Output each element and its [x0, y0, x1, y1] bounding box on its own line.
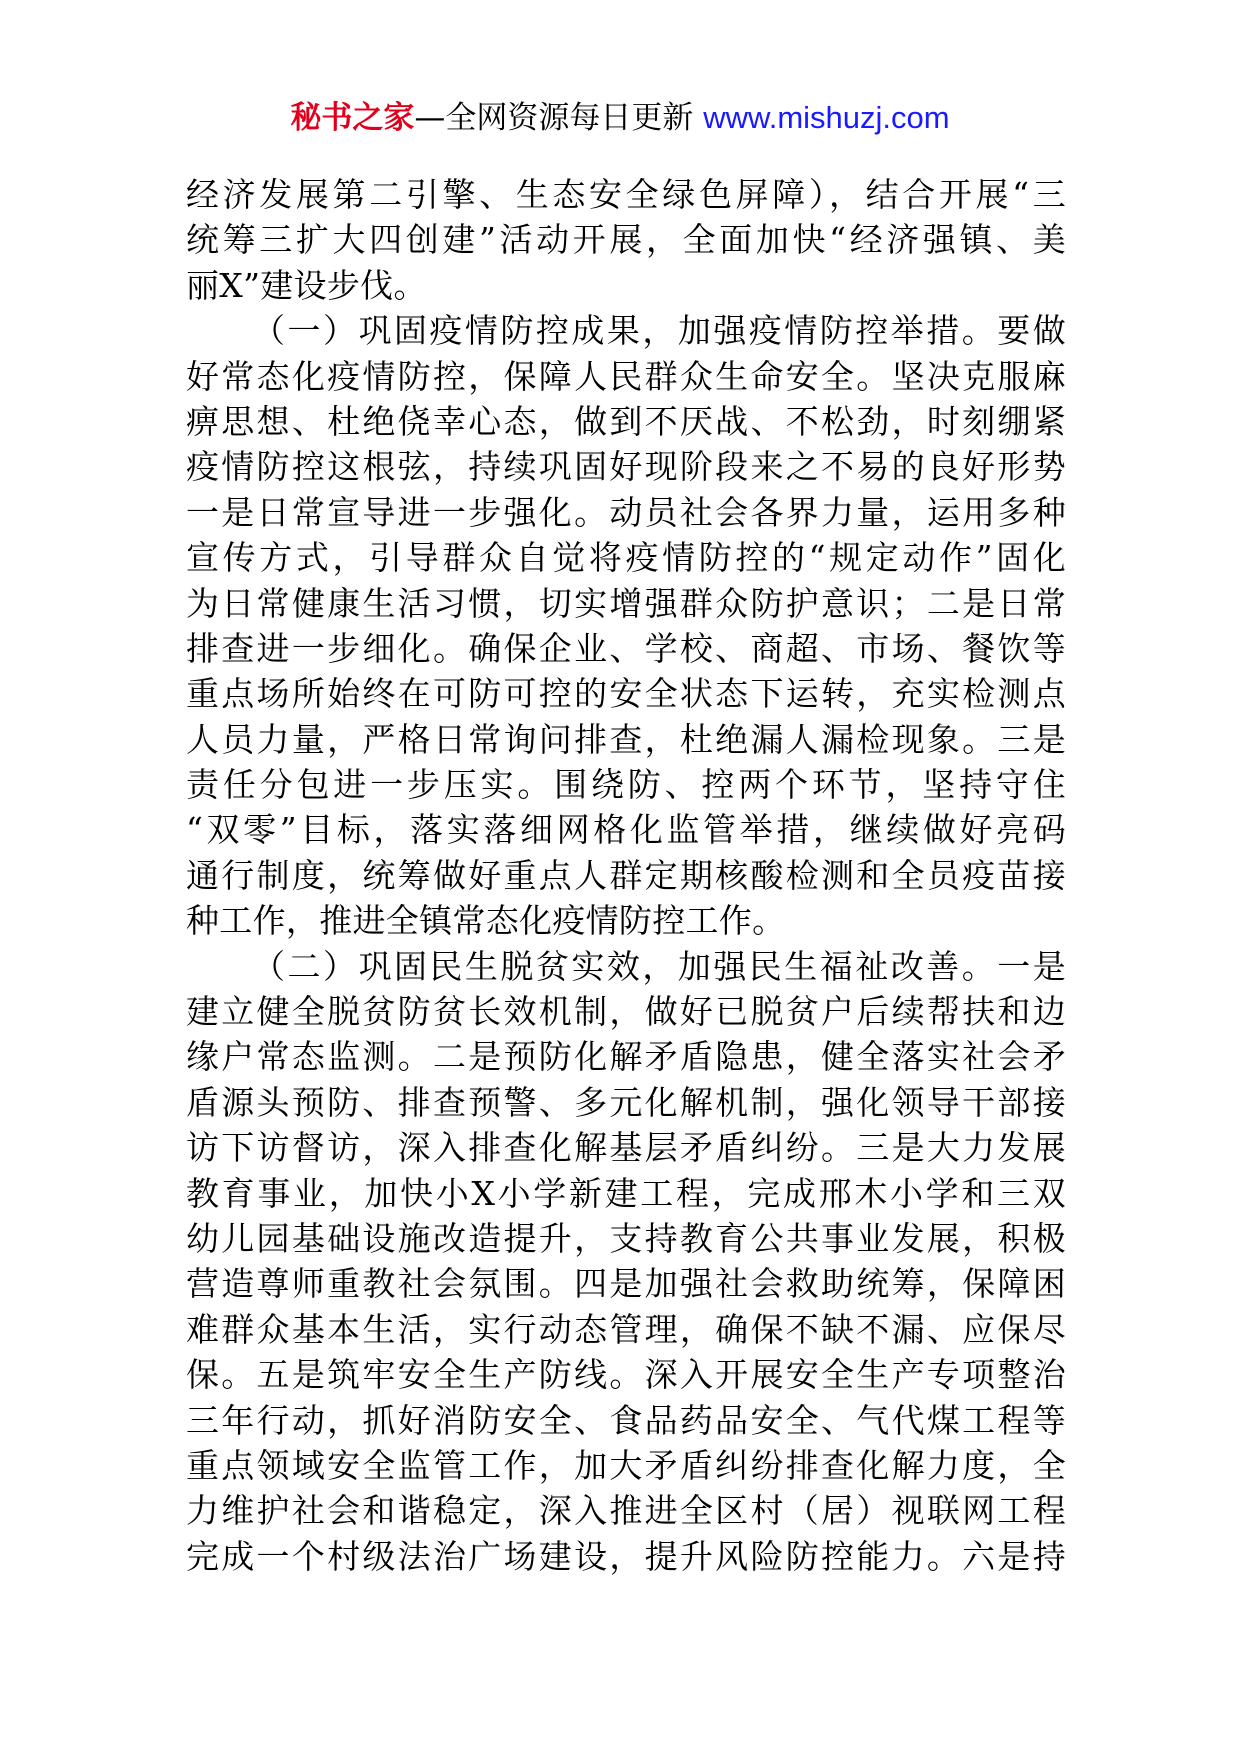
text-line: 经济发展第二引擎、生态安全绿色屏障），结合开展“三 — [186, 175, 1066, 214]
text-line: 缘户常态监测。二是预防化解矛盾隐患，健全落实社会矛 — [186, 1037, 1066, 1077]
text-line: 盾源头预防、排查预警、多元化解机制，强化领导干部接 — [186, 1082, 1066, 1122]
text-line: 建立健全脱贫防贫长效机制，做好已脱贫户后续帮扶和边 — [186, 992, 1066, 1032]
text-line: 营造尊师重教社会氛围。四是加强社会救助统筹，保障困 — [186, 1264, 1066, 1304]
text-line: 痹思想、杜绝侥幸心态，做到不厌战、不松劲，时刻绷紧 — [186, 401, 1066, 441]
text-line: 一是日常宣导进一步强化。动员社会各界力量，运用多种 — [186, 492, 1066, 532]
site-slogan: —全网资源每日更新 — [414, 100, 704, 136]
text-line: 完成一个村级法治广场建设，提升风险防控能力。六是持 — [186, 1536, 1066, 1576]
site-brand: 秘书之家 — [290, 100, 415, 136]
text-line: 为日常健康生活习惯，切实增强群众防护意识；二是日常 — [186, 583, 1066, 623]
text-line: 重点领域安全监管工作，加大矛盾纠纷排查化解力度，全 — [186, 1445, 1066, 1485]
text-line: 幼儿园基础设施改造提升，支持教育公共事业发展，积极 — [186, 1218, 1066, 1258]
document-body — [186, 172, 1066, 1579]
page-header — [0, 98, 1240, 138]
text-line: “双零”目标，落实落细网格化监管举措，继续做好亮码 — [186, 810, 1066, 850]
text-line: （二）巩固民生脱贫实效，加强民生福祉改善。一是 — [252, 946, 1066, 986]
text-line: 统筹三扩大四创建”活动开展，全面加快“经济强镇、美 — [186, 220, 1066, 260]
text-line: 通行制度，统筹做好重点人群定期核酸检测和全员疫苗接 — [186, 855, 1066, 895]
text-line: 宣传方式，引导群众自觉将疫情防控的“规定动作”固化 — [186, 538, 1066, 578]
text-line: 三年行动，抓好消防安全、食品药品安全、气代煤工程等 — [186, 1400, 1066, 1440]
text-line: 人员力量，严格日常询问排查，杜绝漏人漏检现象。三是 — [186, 719, 1066, 759]
text-line: 排查进一步细化。确保企业、学校、商超、市场、餐饮等 — [186, 628, 1066, 668]
text-line: 责任分包进一步压实。围绕防、控两个环节，坚持守住 — [186, 765, 1066, 805]
site-url-link[interactable]: www.mishuzj.com — [703, 100, 950, 135]
text-line: 好常态化疫情防控，保障人民群众生命安全。坚决克服麻 — [186, 356, 1066, 396]
text-line: 难群众基本生活，实行动态管理，确保不缺不漏、应保尽 — [186, 1309, 1066, 1349]
text-line: 保。五是筑牢安全生产防线。深入开展安全生产专项整治 — [186, 1355, 1066, 1395]
text-line: 访下访督访，深入排查化解基层矛盾纠纷。三是大力发展 — [186, 1128, 1066, 1168]
text-line: （一）巩固疫情防控成果，加强疫情防控举措。要做 — [252, 311, 1066, 351]
text-line: 重点场所始终在可防可控的安全状态下运转，充实检测点 — [186, 674, 1066, 714]
text-line: 教育事业，加快小X小学新建工程，完成邢木小学和三双 — [186, 1173, 1066, 1213]
text-line: 丽X”建设步伐。 — [186, 265, 427, 305]
text-line: 种工作，推进全镇常态化疫情防控工作。 — [186, 901, 786, 941]
text-line: 力维护社会和谐稳定，深入推进全区村（居）视联网工程 — [186, 1491, 1066, 1531]
text-line: 疫情防控这根弦，持续巩固好现阶段来之不易的良好形势 — [186, 447, 1066, 487]
